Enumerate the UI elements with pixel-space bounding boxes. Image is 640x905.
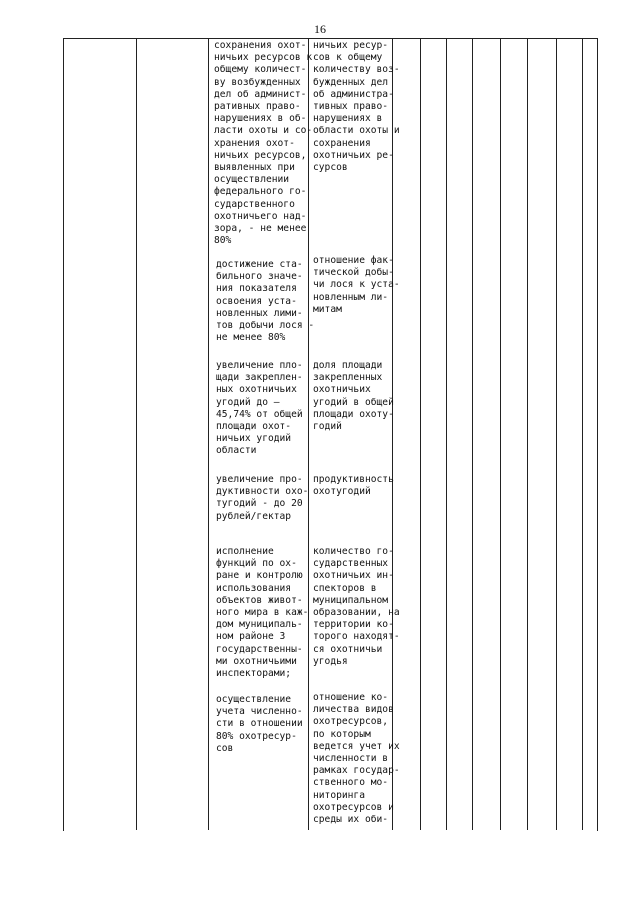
column-divider: [556, 38, 557, 830]
column-divider: [500, 38, 501, 830]
indicator-cell: ничьих ресур- сов к общему количеству воз- бужденных дел об администра- тивных право- нарушениях в области охоты и сохранения охотничьих ре- сурсов: [313, 40, 400, 174]
indicator-cell: отношение ко- личества видов охотресурсов, по которым ведется учет их численности в рамках государ- ственного мо- ниторинга охотресурсов и среды их оби-: [313, 692, 400, 826]
indicator-cell: количество го- сударственных охотничьих ин- спекторов в муниципальном образовании, на территории ко- торого находят- ся охотничьи угодья: [313, 546, 400, 667]
column-divider: [582, 38, 583, 830]
target-value-cell: увеличение про- дуктивности охо- тугодий - до 20 рублей/гектар: [216, 474, 309, 522]
column-divider: [420, 38, 421, 830]
column-divider: [472, 38, 473, 830]
target-value-cell: осуществление учета численно- сти в отношении 80% охотресур- сов: [216, 694, 303, 754]
indicator-cell: продуктивность охотугодий: [313, 474, 394, 498]
target-value-cell: исполнение функций по ох- ране и контролю использования объектов живот- ного мира в каж- дом муниципаль- ном районе 3 государственны- ми охотничьими инспекторами;: [216, 546, 309, 680]
target-value-cell: сохранения охот- ничьих ресурсов к общему количест- ву возбужденных дел об админист- ративных право- нарушениях в об- ласти охоты и со- хранения охот- ничьих ресурсов, выявленных при осуществлении федерального го- сударственного охотничьего над- зора, - не менее 80%: [214, 40, 313, 247]
indicator-cell: доля площади закрепленных охотничьих угодий в общей площади охоту- годий: [313, 360, 394, 433]
target-value-cell: достижение ста- бильного значе- ния показателя освоения уста- новленных лими- тов добычи лося - не менее 80%: [216, 259, 315, 344]
column-divider: [208, 38, 209, 830]
page-number: 16: [314, 22, 326, 36]
column-divider: [136, 38, 137, 830]
target-value-cell: увеличение пло- щади закреплен- ных охотничьих угодий до – 45,74% от общей площади охот- ничьих угодий области: [216, 360, 303, 457]
column-divider: [446, 38, 447, 830]
column-divider: [527, 38, 528, 830]
indicator-cell: отношение фак- тической добы- чи лося к уста- новленным ли- митам: [313, 255, 400, 315]
